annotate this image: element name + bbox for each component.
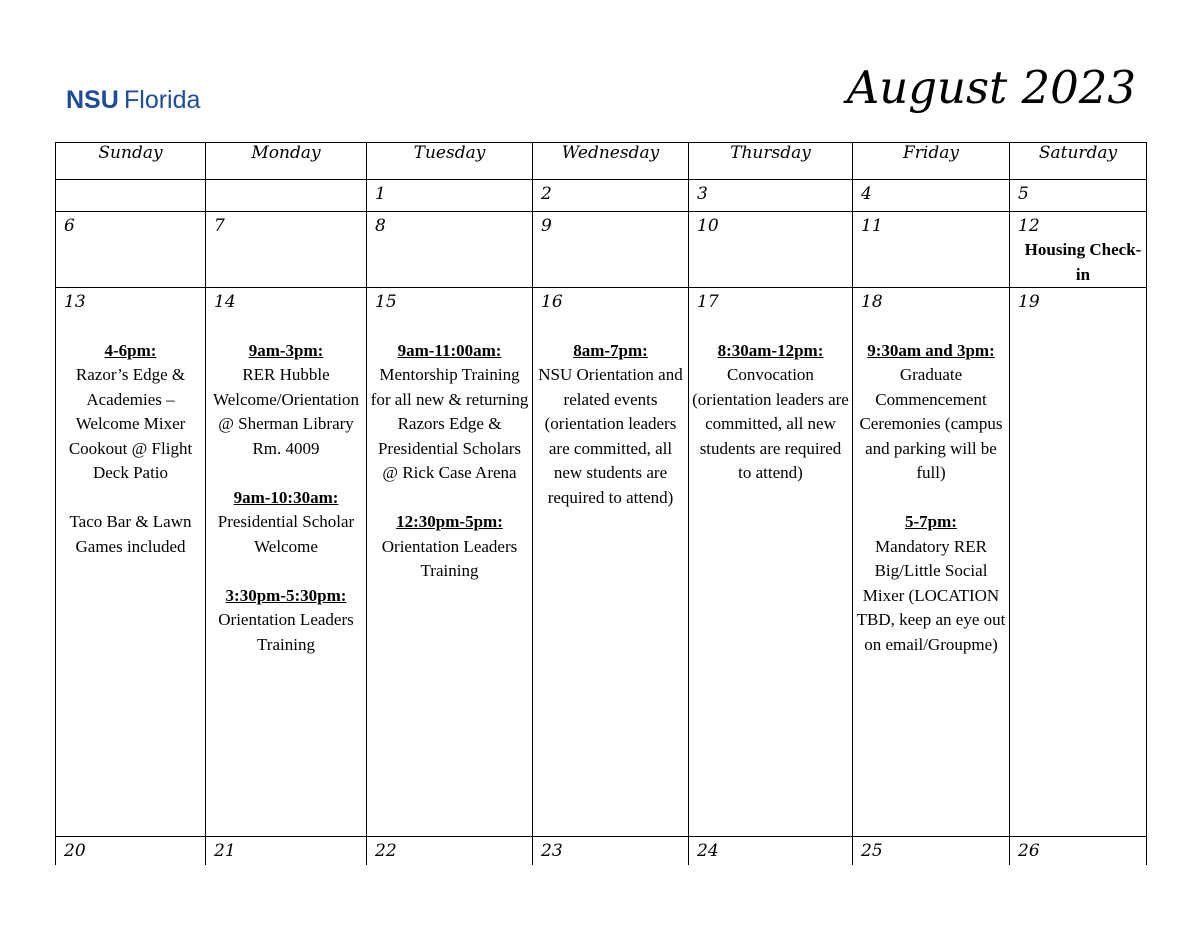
event-description: Razor’s Edge & Academies – Welcome Mixer Cookout @ Flight Deck Patio (68, 365, 193, 482)
event-block (367, 314, 532, 584)
day-cell (206, 837, 367, 865)
event-time: 9am-3pm: (248, 340, 324, 360)
weekday-thursday: Thursday (689, 143, 853, 180)
day-cell (367, 837, 533, 865)
event-description: Convocation (orientation leaders are committed, all new students are required to attend) (692, 365, 849, 482)
day-cell (689, 180, 853, 212)
event-time: 3:30pm-5:30pm: (225, 585, 347, 605)
day-number: 6 (64, 216, 75, 236)
weekday-saturday: Saturday (1010, 143, 1147, 180)
day-cell (689, 212, 853, 288)
day-number: 20 (64, 841, 86, 861)
weekday-header-row (56, 143, 1147, 180)
day-cell (206, 212, 367, 288)
event-description: Presidential Scholar Welcome (217, 512, 355, 556)
day-cell (367, 212, 533, 288)
event-block (206, 314, 366, 657)
day-cell (533, 180, 689, 212)
day-number: 1 (375, 184, 386, 204)
day-number: 2 (541, 184, 552, 204)
event-block (853, 314, 1009, 657)
day-number (206, 180, 366, 182)
day-cell (1010, 288, 1147, 837)
day-cell (367, 180, 533, 212)
day-cell (1010, 212, 1147, 288)
event-block (56, 314, 205, 559)
event-description: Taco Bar & Lawn Games included (69, 512, 192, 556)
event-description: Mandatory RER Big/Little Social Mixer (LOCATION TBD, keep an eye out on email/Groupme) (856, 536, 1006, 654)
event-time: 8:30am-12pm: (717, 340, 824, 360)
day-cell (367, 288, 533, 837)
day-number: 16 (541, 292, 563, 312)
day-cell (853, 288, 1010, 837)
day-number: 26 (1018, 841, 1040, 861)
event-time: 9am-10:30am: (233, 487, 339, 507)
day-number: 15 (375, 292, 397, 312)
day-cell (56, 212, 206, 288)
day-cell (1010, 837, 1147, 865)
day-number: 12 (1018, 216, 1040, 236)
day-cell (689, 288, 853, 837)
day-number: 25 (861, 841, 883, 861)
event-block (689, 314, 852, 486)
event-description: Orientation Leaders Training (381, 536, 518, 580)
day-number: 24 (697, 841, 719, 861)
day-cell (1010, 180, 1147, 212)
event-time: 9am-11:00am: (397, 340, 502, 360)
week-row-4 (56, 837, 1147, 865)
event-description: RER Hubble Welcome/Orientation @ Sherman Library Rm. 4009 (213, 365, 359, 458)
day-number: 7 (214, 216, 225, 236)
event-description: NSU Orientation and related events (orientation leaders are committed, all new students are required to attend) (538, 365, 683, 507)
logo-text-light: Florida (124, 86, 201, 114)
day-cell (56, 837, 206, 865)
week-row-3 (56, 288, 1147, 837)
day-cell (853, 180, 1010, 212)
day-number: 19 (1018, 292, 1040, 312)
event-description: Mentorship Training for all new & returning Razors Edge & Presidential Scholars @ Rick Case Arena (370, 365, 529, 482)
day-number: 4 (861, 184, 872, 204)
logo-text-bold: NSU (66, 86, 119, 114)
day-number: 21 (214, 841, 236, 861)
nsu-florida-logo (66, 82, 226, 118)
day-cell (689, 837, 853, 865)
day-number (56, 180, 205, 182)
event-time: 5-7pm: (905, 512, 957, 531)
weekday-tuesday: Tuesday (367, 143, 533, 180)
event-time: 8am-7pm: (573, 340, 648, 360)
event-description: Graduate Commencement Ceremonies (campus and parking will be full) (859, 365, 1003, 482)
week-row-2 (56, 212, 1147, 288)
day-cell (56, 180, 206, 212)
page-title: August 2023 (846, 61, 1136, 114)
day-number: 17 (697, 292, 719, 312)
day-number: 18 (861, 292, 883, 312)
day-number: 10 (697, 216, 719, 236)
day-number: 9 (541, 216, 552, 236)
day-number: 11 (861, 216, 883, 236)
day-cell (533, 837, 689, 865)
weekday-wednesday: Wednesday (533, 143, 689, 180)
weekday-sunday: Sunday (56, 143, 206, 180)
day-number: 3 (697, 184, 708, 204)
day-number: 14 (214, 292, 236, 312)
weekday-friday: Friday (853, 143, 1010, 180)
day-number: 5 (1018, 184, 1029, 204)
day-cell (853, 837, 1010, 865)
day-cell (853, 212, 1010, 288)
event-time: 9:30am and 3pm: (867, 340, 995, 360)
calendar-grid (55, 142, 1147, 865)
day-number: 13 (64, 292, 86, 312)
day-cell (206, 288, 367, 837)
day-cell (56, 288, 206, 837)
event-block (533, 314, 688, 510)
day-number: 8 (375, 216, 386, 236)
day-cell (533, 212, 689, 288)
weekday-monday: Monday (206, 143, 367, 180)
day-cell (206, 180, 367, 212)
event-time: 4-6pm: (104, 340, 157, 360)
event-time: 12:30pm-5pm: (396, 512, 503, 531)
day-cell (533, 288, 689, 837)
week-row-1 (56, 180, 1147, 212)
day-number: 22 (375, 841, 397, 861)
day-number: 23 (541, 841, 563, 861)
housing-checkin-event: Housing Check-in (1024, 240, 1142, 284)
event-description: Orientation Leaders Training (218, 610, 354, 654)
